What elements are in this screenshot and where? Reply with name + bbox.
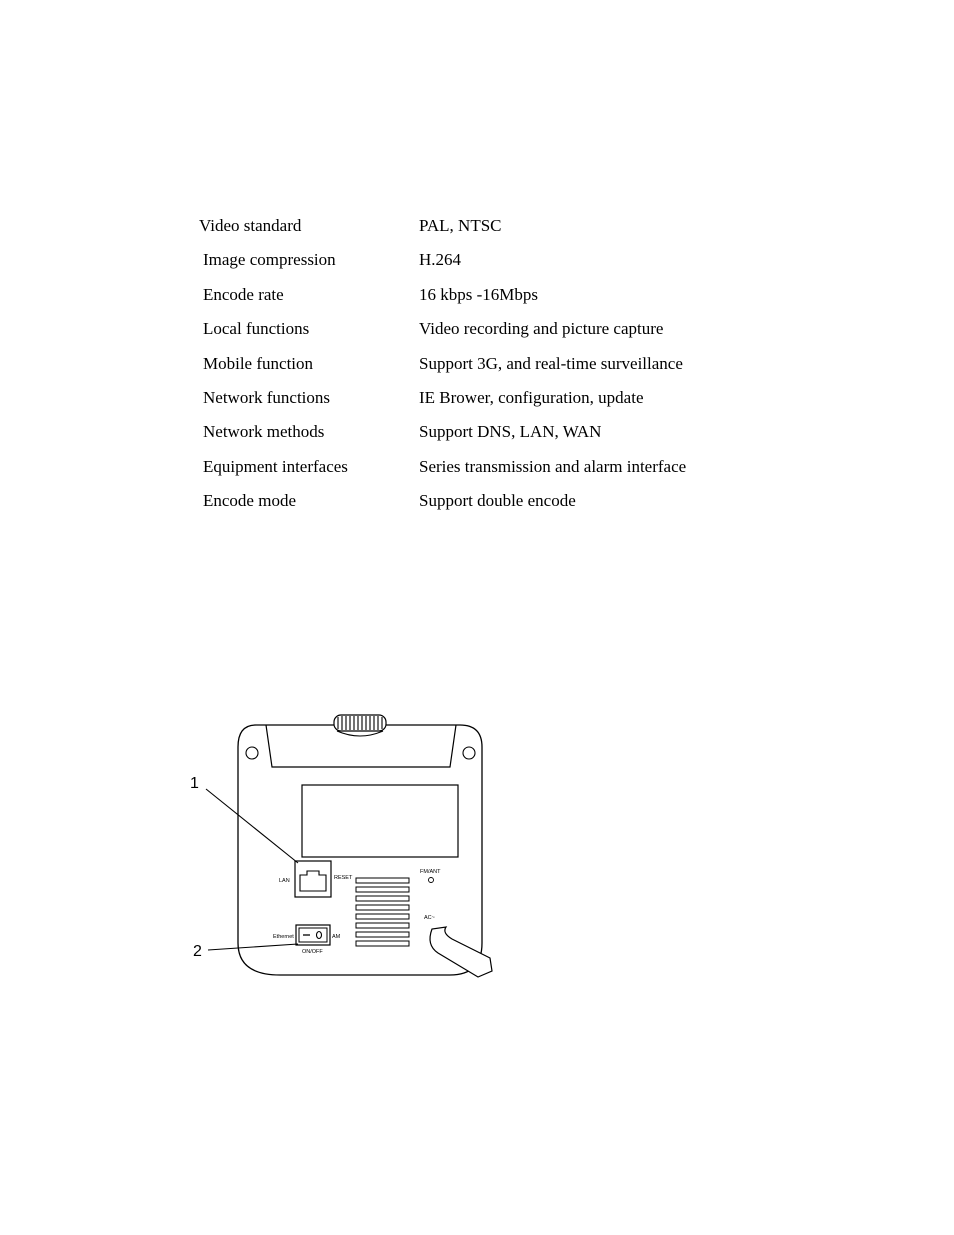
lan-label: LAN [279,878,290,884]
spec-value: Video recording and picture capture [419,319,664,339]
spec-row [198,243,758,277]
fm-ant-jack[interactable] [429,878,434,883]
spec-row [198,450,758,484]
spec-label: Encode mode [203,491,296,511]
mount-knob [334,715,386,736]
spec-row [198,484,758,518]
spec-table [198,209,758,519]
spec-label: Encode rate [203,284,284,304]
ethernet-am-switch[interactable] [296,925,330,945]
spec-row [198,209,758,243]
spec-label: Image compression [203,250,336,270]
mount-hole-right [463,747,475,759]
device-rear-panel-diagram [180,705,510,995]
fm-ant-label: FM/ANT [420,869,441,875]
spec-label: Video standard [199,216,302,235]
label-plate [302,785,458,857]
callout-leader-1 [206,789,298,863]
callout-leader-2 [208,944,298,950]
spec-label: Network functions [203,387,331,407]
ethernet-label: Ethernet [273,934,294,940]
spec-label: Network methods [203,422,325,442]
spec-value: PAL, NTSC [419,216,502,235]
spec-row [198,312,758,346]
vent-slots [356,878,409,946]
spec-row [198,278,758,312]
spec-value: Support 3G, and real-time surveillance [419,353,683,373]
spec-value: 16 kbps -16Mbps [419,284,539,304]
device-rear-panel-svg [180,705,510,995]
spec-row [198,381,758,415]
mount-hole-left [246,747,258,759]
lan-port[interactable] [295,861,331,897]
spec-label: Local functions [203,319,310,339]
callout-number-2: 2 [193,943,202,960]
reset-label: RESET [334,875,353,881]
spec-value: H.264 [419,250,462,270]
ac-label: AC~ [424,915,435,921]
spec-value: Series transmission and alarm interface [419,456,687,476]
spec-row [198,347,758,381]
callout-number-1: 1 [190,775,199,792]
spec-label: Equipment interfaces [203,456,348,476]
ac-power-cable [430,927,492,977]
spec-value: IE Brower, configuration, update [419,387,644,407]
spec-label: Mobile function [203,353,314,373]
spec-row [198,415,758,449]
spec-value: Support DNS, LAN, WAN [419,422,602,442]
onoff-label: ON/OFF [302,949,323,955]
am-label: AM [332,934,341,940]
spec-value: Support double encode [419,491,576,511]
